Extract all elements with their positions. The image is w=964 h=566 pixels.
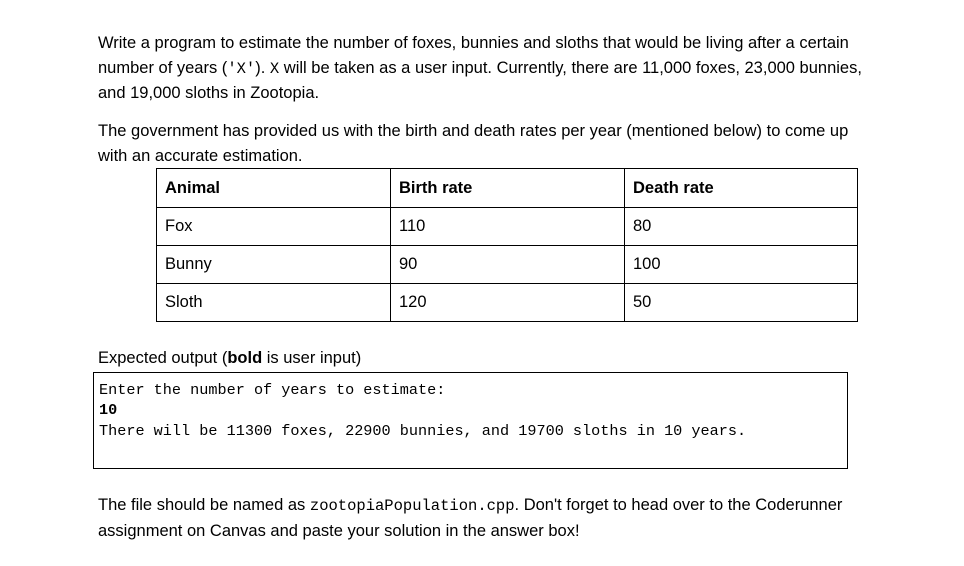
table-row xyxy=(157,246,858,284)
console-prompt: Enter the number of years to estimate: xyxy=(99,381,446,399)
console-user-input: 10 xyxy=(99,401,118,420)
footer-paragraph xyxy=(98,493,868,543)
intro-text-3: will be taken as a user input. Currently, there are 11,000 foxes, 23,000 bunnies, and 19,000 sloths in Zootopia. xyxy=(98,58,862,102)
expected-prefix: Expected output ( xyxy=(98,349,228,367)
table-row xyxy=(157,284,858,322)
header-death-rate: Death rate xyxy=(625,169,858,208)
cell-animal: Bunny xyxy=(157,246,391,284)
header-animal: Animal xyxy=(157,169,391,208)
var-name: X xyxy=(269,59,280,78)
cell-death-rate: 50 xyxy=(625,284,858,322)
intro-paragraph xyxy=(98,31,868,106)
console-output-box xyxy=(93,372,848,469)
expected-output-label xyxy=(98,346,361,370)
rates-table xyxy=(156,168,858,322)
expected-bold-word: bold xyxy=(227,349,263,367)
cell-birth-rate: 110 xyxy=(391,208,625,246)
cell-birth-rate: 90 xyxy=(391,246,625,284)
console-result: There will be 11300 foxes, 22900 bunnies, and 19700 sloths in 10 years. xyxy=(99,421,747,440)
cell-animal: Fox xyxy=(157,208,391,246)
table-header-row xyxy=(157,169,858,208)
table-row xyxy=(157,208,858,246)
cell-animal: Sloth xyxy=(157,284,391,322)
government-paragraph: The government has provided us with the birth and death rates per year (mentioned below) to come up with an accurate estimation. xyxy=(98,122,849,165)
cell-birth-rate: 120 xyxy=(391,284,625,322)
cell-death-rate: 80 xyxy=(625,208,858,246)
cell-death-rate: 100 xyxy=(625,246,858,284)
var-quoted: 'X' xyxy=(227,59,256,78)
footer-text-2: . Don't forget to head over to the Coderunner assignment on Canvas and paste your solution in the answer box! xyxy=(98,496,843,540)
expected-suffix: is user input) xyxy=(262,349,362,367)
intro-text-1: Write a program to estimate the number of foxes, bunnies and sloths that would be living after a certain number of years ( xyxy=(98,34,849,77)
footer-text-1: The file should be named as xyxy=(98,496,310,514)
header-birth-rate: Birth rate xyxy=(391,169,625,208)
intro-text-2: ). xyxy=(255,58,270,77)
footer-filename: zootopiaPopulation.cpp xyxy=(309,497,515,515)
